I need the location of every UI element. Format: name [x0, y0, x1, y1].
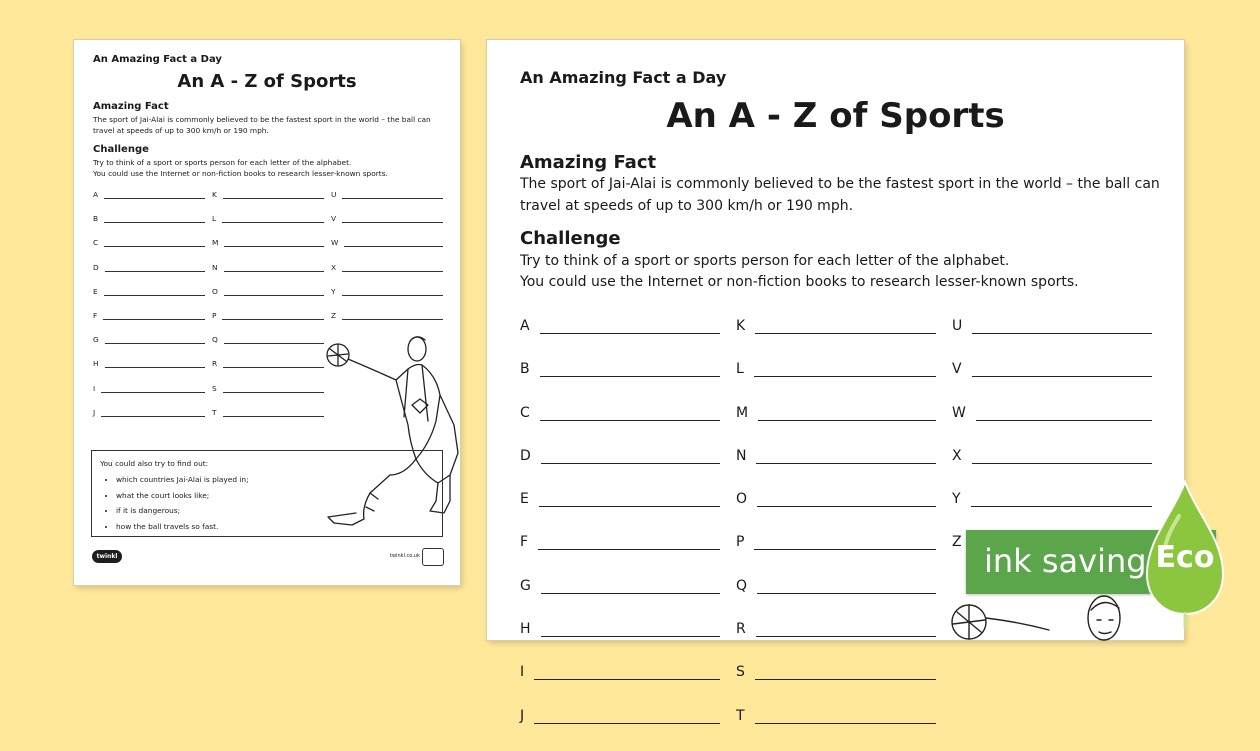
letter-label: K — [212, 190, 217, 199]
letter-label: P — [736, 534, 745, 551]
answer-line[interactable] — [754, 534, 936, 550]
answer-line[interactable] — [972, 361, 1152, 377]
letter-label: P — [212, 310, 217, 320]
letter-row — [520, 534, 720, 577]
letter-row — [952, 491, 1152, 534]
series-label: An Amazing Fact a Day — [93, 54, 222, 65]
challenge-line-2: You could use the Internet or non-fiction books to research lesser-known sports. — [93, 169, 388, 178]
letter-row — [331, 214, 443, 238]
letter-row — [520, 621, 720, 664]
letter-label: B — [93, 214, 99, 224]
list-item: • what the court looks like; — [116, 491, 249, 507]
letter-label: A — [520, 318, 530, 334]
letter-label: F — [520, 534, 529, 551]
letter-row — [212, 238, 324, 262]
letter-label: Y — [952, 491, 961, 508]
letter-row — [93, 287, 205, 311]
letter-label: C — [93, 238, 99, 248]
letter-row — [331, 238, 443, 262]
eco-label: Eco — [1155, 540, 1215, 575]
letter-label: R — [212, 359, 218, 369]
answer-line[interactable] — [104, 190, 205, 199]
answer-line[interactable] — [540, 318, 720, 334]
letter-row — [952, 361, 1152, 404]
letter-row — [93, 311, 205, 335]
worksheet-title: An A - Z of Sports — [177, 71, 357, 92]
fact-text: The sport of Jai-Alai is commonly believed to be the fastest sport in the world – the ball can travel at speeds of up to 300 km/h or 190 mph. — [93, 115, 431, 135]
answer-line[interactable] — [224, 238, 324, 247]
letter-row — [93, 238, 205, 262]
letter-row — [212, 190, 324, 214]
answer-line[interactable] — [342, 214, 443, 223]
letter-label: N — [736, 447, 747, 464]
worksheet-thumbnail — [74, 40, 460, 585]
answer-line[interactable] — [758, 405, 936, 421]
letter-label: X — [331, 262, 337, 272]
letter-label: U — [952, 318, 963, 334]
letter-row — [520, 491, 720, 534]
answer-line[interactable] — [971, 491, 1152, 507]
answer-line[interactable] — [755, 708, 936, 724]
list-item: • how the ball travels so fast. — [116, 522, 249, 538]
fact-heading: Amazing Fact — [93, 101, 169, 112]
letter-label: E — [93, 286, 98, 296]
letter-row — [331, 263, 443, 287]
letter-row — [212, 287, 324, 311]
letter-label: T — [212, 407, 217, 417]
letter-label: C — [520, 404, 530, 421]
letter-label: M — [212, 238, 219, 248]
letter-label: G — [93, 335, 99, 345]
letter-label: H — [520, 621, 531, 638]
letter-label: X — [952, 447, 962, 464]
letter-column-2 — [736, 318, 936, 751]
letter-label: W — [952, 404, 966, 421]
letter-label: D — [93, 262, 99, 272]
letter-row — [93, 384, 205, 408]
letter-row — [93, 408, 205, 432]
footer-url: twinkl.co.uk — [390, 553, 420, 559]
letter-column-1 — [93, 190, 205, 432]
letter-label: M — [736, 404, 749, 421]
letter-row — [520, 448, 720, 491]
letter-row — [93, 263, 205, 287]
letter-label: I — [520, 664, 525, 681]
letter-column-3 — [331, 190, 443, 335]
letter-label: W — [331, 238, 339, 248]
letter-label: L — [212, 214, 217, 224]
letter-row — [736, 621, 936, 664]
answer-line[interactable] — [105, 263, 205, 272]
challenge-heading: Challenge — [93, 144, 149, 155]
challenge-line-2: You could use the Internet or non-fiction books to research lesser-known sports. — [520, 274, 1079, 290]
letter-label: H — [93, 359, 99, 369]
answer-line[interactable] — [756, 621, 936, 637]
letter-row — [520, 664, 720, 707]
letter-row — [736, 318, 936, 361]
letter-row — [93, 214, 205, 238]
letter-label: F — [93, 310, 98, 320]
answer-line[interactable] — [757, 578, 936, 594]
answer-line[interactable] — [755, 664, 936, 680]
answer-line[interactable] — [344, 238, 443, 247]
letter-label: I — [93, 383, 96, 393]
letter-row — [212, 214, 324, 238]
answer-line[interactable] — [541, 621, 720, 637]
challenge-heading: Challenge — [520, 228, 621, 249]
letter-label: V — [952, 361, 962, 378]
eco-drop-icon — [1145, 478, 1225, 628]
fact-heading: Amazing Fact — [520, 152, 657, 173]
letter-row — [952, 405, 1152, 448]
challenge-line-1: Try to think of a sport or sports person for each letter of the alphabet. — [520, 253, 1010, 269]
answer-line[interactable] — [754, 361, 936, 377]
letter-label: Q — [212, 335, 218, 345]
answer-line[interactable] — [342, 287, 443, 296]
answer-line[interactable] — [101, 384, 205, 393]
letter-row — [93, 359, 205, 383]
letter-row — [212, 263, 324, 287]
handball-player-icon — [939, 588, 1139, 648]
answer-line[interactable] — [534, 664, 720, 680]
answer-line[interactable] — [976, 405, 1152, 421]
letter-label: Q — [736, 577, 748, 594]
find-out-intro: You could also try to find out: — [100, 459, 209, 468]
list-item: • if it is dangerous; — [116, 506, 249, 522]
letter-row — [736, 664, 936, 707]
letter-label: Z — [331, 310, 337, 320]
letter-label: Y — [331, 286, 336, 296]
answer-line[interactable] — [224, 287, 324, 296]
letter-label: K — [736, 318, 746, 334]
answer-line[interactable] — [539, 491, 720, 507]
letter-row — [736, 491, 936, 534]
letter-row — [736, 534, 936, 577]
find-out-box — [91, 450, 443, 537]
letter-row — [520, 708, 720, 751]
letter-row — [520, 405, 720, 448]
challenge-line-1: Try to think of a sport or sports person for each letter of the alphabet. — [93, 158, 352, 167]
letter-label: A — [93, 190, 99, 199]
fact-text: The sport of Jai-Alai is commonly believed to be the fastest sport in the world – the ball can travel at speeds of up to 300 km/h or 190 mph. — [520, 176, 1160, 214]
letter-label: V — [331, 214, 337, 224]
answer-line[interactable] — [104, 238, 205, 247]
letter-label: Z — [952, 534, 962, 551]
answer-line[interactable] — [538, 534, 720, 550]
letter-row — [331, 287, 443, 311]
answer-line[interactable] — [541, 578, 720, 594]
answer-line[interactable] — [222, 214, 324, 223]
answer-line[interactable] — [104, 287, 205, 296]
answer-line[interactable] — [757, 491, 936, 507]
letter-label: O — [212, 286, 218, 296]
answer-line[interactable] — [224, 263, 324, 272]
answer-line[interactable] — [534, 708, 720, 724]
letter-label: J — [520, 707, 525, 724]
answer-line[interactable] — [540, 405, 720, 421]
letter-label: S — [736, 664, 745, 681]
footer-badge-icon — [422, 548, 444, 566]
letter-label: R — [736, 621, 746, 638]
answer-line[interactable] — [222, 311, 324, 320]
answer-line[interactable] — [972, 448, 1152, 464]
letter-label: G — [520, 577, 531, 594]
letter-label: D — [520, 447, 531, 464]
twinkl-logo: twinkl — [92, 550, 122, 563]
letter-row — [736, 405, 936, 448]
series-label: An Amazing Fact a Day — [520, 68, 727, 87]
letter-row — [952, 448, 1152, 491]
answer-line[interactable] — [223, 190, 324, 199]
letter-label: O — [736, 491, 748, 508]
letter-row — [331, 190, 443, 214]
letter-label: L — [736, 361, 744, 378]
ink-saving-label: ink saving — [984, 542, 1147, 580]
letter-label: U — [331, 190, 337, 199]
letter-label: S — [212, 383, 217, 393]
answer-line[interactable] — [342, 311, 443, 320]
answer-line[interactable] — [104, 214, 205, 223]
letter-row — [93, 190, 205, 214]
answer-line[interactable] — [972, 318, 1152, 334]
answer-line[interactable] — [756, 448, 936, 464]
letter-row — [736, 361, 936, 404]
answer-line[interactable] — [541, 448, 720, 464]
letter-row — [952, 318, 1152, 361]
list-item: • which countries Jai-Alai is played in; — [116, 475, 249, 491]
letter-row — [736, 708, 936, 751]
answer-line[interactable] — [342, 263, 443, 272]
letter-row — [520, 318, 720, 361]
answer-line[interactable] — [101, 408, 205, 417]
answer-line[interactable] — [342, 190, 443, 199]
letter-row — [520, 578, 720, 621]
letter-row — [93, 335, 205, 359]
answer-line[interactable] — [755, 318, 936, 334]
answer-line[interactable] — [540, 361, 720, 377]
answer-line[interactable] — [105, 359, 205, 368]
find-out-list — [100, 475, 249, 537]
letter-column-1 — [520, 318, 720, 751]
answer-line[interactable] — [103, 311, 205, 320]
worksheet-title: An A - Z of Sports — [666, 96, 1005, 136]
letter-label: T — [736, 707, 745, 724]
answer-line[interactable] — [105, 335, 205, 344]
letter-label: J — [93, 407, 96, 417]
letter-row — [736, 448, 936, 491]
letter-row — [736, 578, 936, 621]
letter-label: N — [212, 262, 218, 272]
letter-label: B — [520, 361, 530, 378]
letter-row — [520, 361, 720, 404]
letter-label: E — [520, 491, 529, 508]
